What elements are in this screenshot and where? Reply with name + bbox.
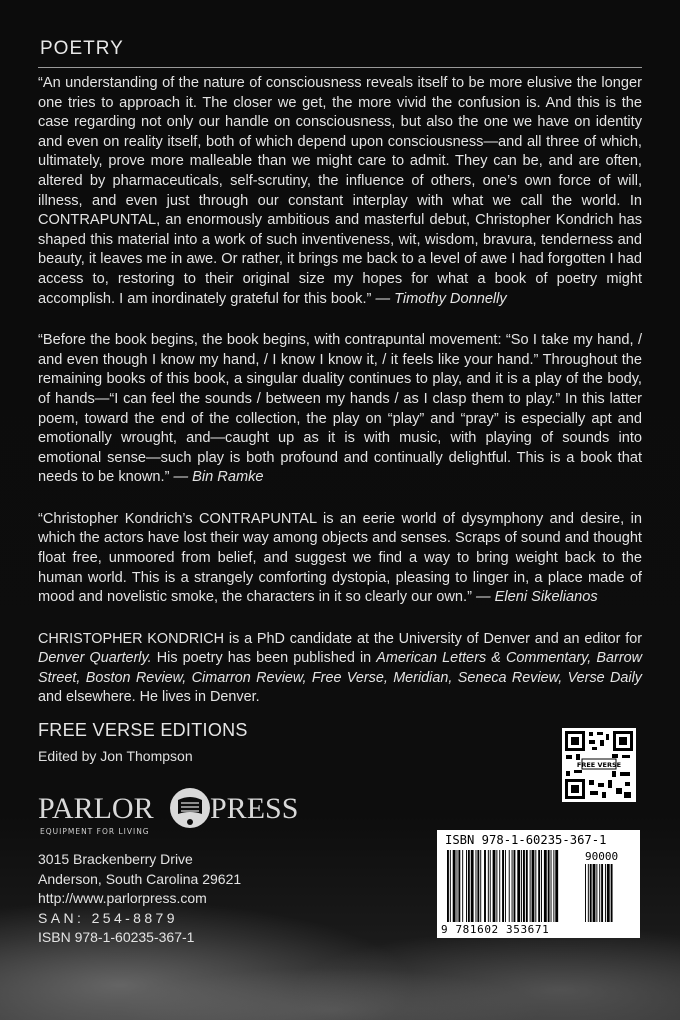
logo-emblem-icon bbox=[170, 788, 210, 828]
blurb-attribution: — Timothy Donnelly bbox=[375, 290, 507, 307]
bio-text: CHRISTOPHER KONDRICH is a PhD candidate at the University of Denver and an editor for bbox=[38, 630, 642, 647]
logo-tagline: EQUIPMENT FOR LIVING bbox=[40, 827, 150, 836]
author-bio bbox=[38, 630, 642, 708]
blurb-attribution: — Eleni Sikelianos bbox=[476, 589, 598, 606]
barcode-digits: 9 781602 353671 bbox=[441, 923, 550, 936]
publisher-address bbox=[38, 850, 241, 948]
publisher-san: SAN: 254-8879 bbox=[38, 909, 178, 926]
barcode-price-code: 90000 bbox=[585, 850, 619, 863]
logo-word-left: PARLOR bbox=[38, 792, 154, 825]
blurbs bbox=[38, 74, 642, 707]
logo-word-right: PRESS bbox=[210, 792, 298, 825]
blurb-ramke bbox=[38, 331, 642, 488]
isbn-barcode bbox=[437, 830, 640, 938]
bio-text: and elsewhere. He lives in Denver. bbox=[38, 689, 260, 706]
address-street: 3015 Brackenberry Drive bbox=[38, 851, 193, 867]
parlor-press-logo bbox=[38, 786, 298, 842]
publisher-isbn: ISBN 978-1-60235-367-1 bbox=[38, 929, 195, 946]
barcode-isbn-label: ISBN 978-1-60235-367-1 bbox=[445, 833, 607, 847]
blurb-attribution: — Bin Ramke bbox=[173, 469, 264, 486]
qr-label: FREE VERSE bbox=[576, 761, 622, 769]
imprint-series: FREE VERSE EDITIONS bbox=[38, 720, 248, 740]
blurb-text: “An understanding of the nature of consciousness reveals itself to be more elusive the longer one tries to approach it. The closer we get, the more vivid the confusion is. And this is the case regarding not only our handle on consciousness, but also the one we have on identity and even on reality itself, both of which depend upon consciousness—and all three of which, ultimately, prove more malleable than we might care to admit. They can be, and are often, altered by pharmaceuticals, self-scrutiny, the influence of others, one’s own force of will, illness, and even just through our constant interplay with what we call the world. In CONTRAPUNTAL, an enormously ambitious and masterful debut, Christopher Kondrich has shaped this material into a work of such inventiveness, wit, wisdom, bravura, tenderness and beauty, it leaves me in awe. Or rather, it brings me back to a level of awe I had forgotten I had access to, restoring to their original size my hopes for what a book of poetry might accomplish. I am inordinately grateful for this book.” bbox=[38, 75, 642, 307]
imprint-editor: Edited by Jon Thompson bbox=[38, 748, 193, 764]
bio-publications: American Letters & Commentary, Barrow Street, Boston Review, Cimarron Review, Free Verse, Meridian, Seneca Review, Verse Daily bbox=[38, 650, 643, 686]
bio-text: His poetry has been published in bbox=[151, 650, 377, 667]
bio-journal: Denver Quarterly. bbox=[38, 650, 152, 667]
blurb-sikelianos bbox=[38, 510, 642, 608]
qr-code-icon bbox=[562, 728, 636, 802]
section-heading: POETRY bbox=[40, 38, 124, 59]
blurb-text: “Before the book begins, the book begins, with contrapuntal movement: “So I take my hand, / and even though I know my hand, / I know I know it, / it feels like your hand.” Throughout the remaining books of this book, a singular duality continues to play, and it is a play of the body, of hands—“I can feel the sounds / between my hands / as I clasp them to play.” In this latter poem, toward the end of the collection, the play on “play” and “pray” is especially apt and emotionally wrought, and—caught up as it is with music, with playing of sounds into emotional sense—such play is both profound and continually delightful. This is a book that needs to be known.” bbox=[38, 332, 642, 486]
heading-rule bbox=[38, 67, 642, 68]
address-city: Anderson, South Carolina 29621 bbox=[38, 870, 242, 887]
blurb-text: “Christopher Kondrich’s CONTRAPUNTAL is an eerie world of dysymphony and desire, in which the actors have lost their way among objects and senses. Scraps of sound and thought float free, unmoored from belief, and suggest we find a way to bring weight back to the human world. This is a strangely comforting dystopia, pleasing to linger in, a place made of mood and novelistic smoke, the characters in it so clearly our own.” bbox=[38, 510, 642, 606]
publisher-url: http://www.parlorpress.com bbox=[38, 890, 207, 907]
blurb-donnelly bbox=[38, 74, 642, 309]
barcode-bars bbox=[437, 830, 640, 938]
